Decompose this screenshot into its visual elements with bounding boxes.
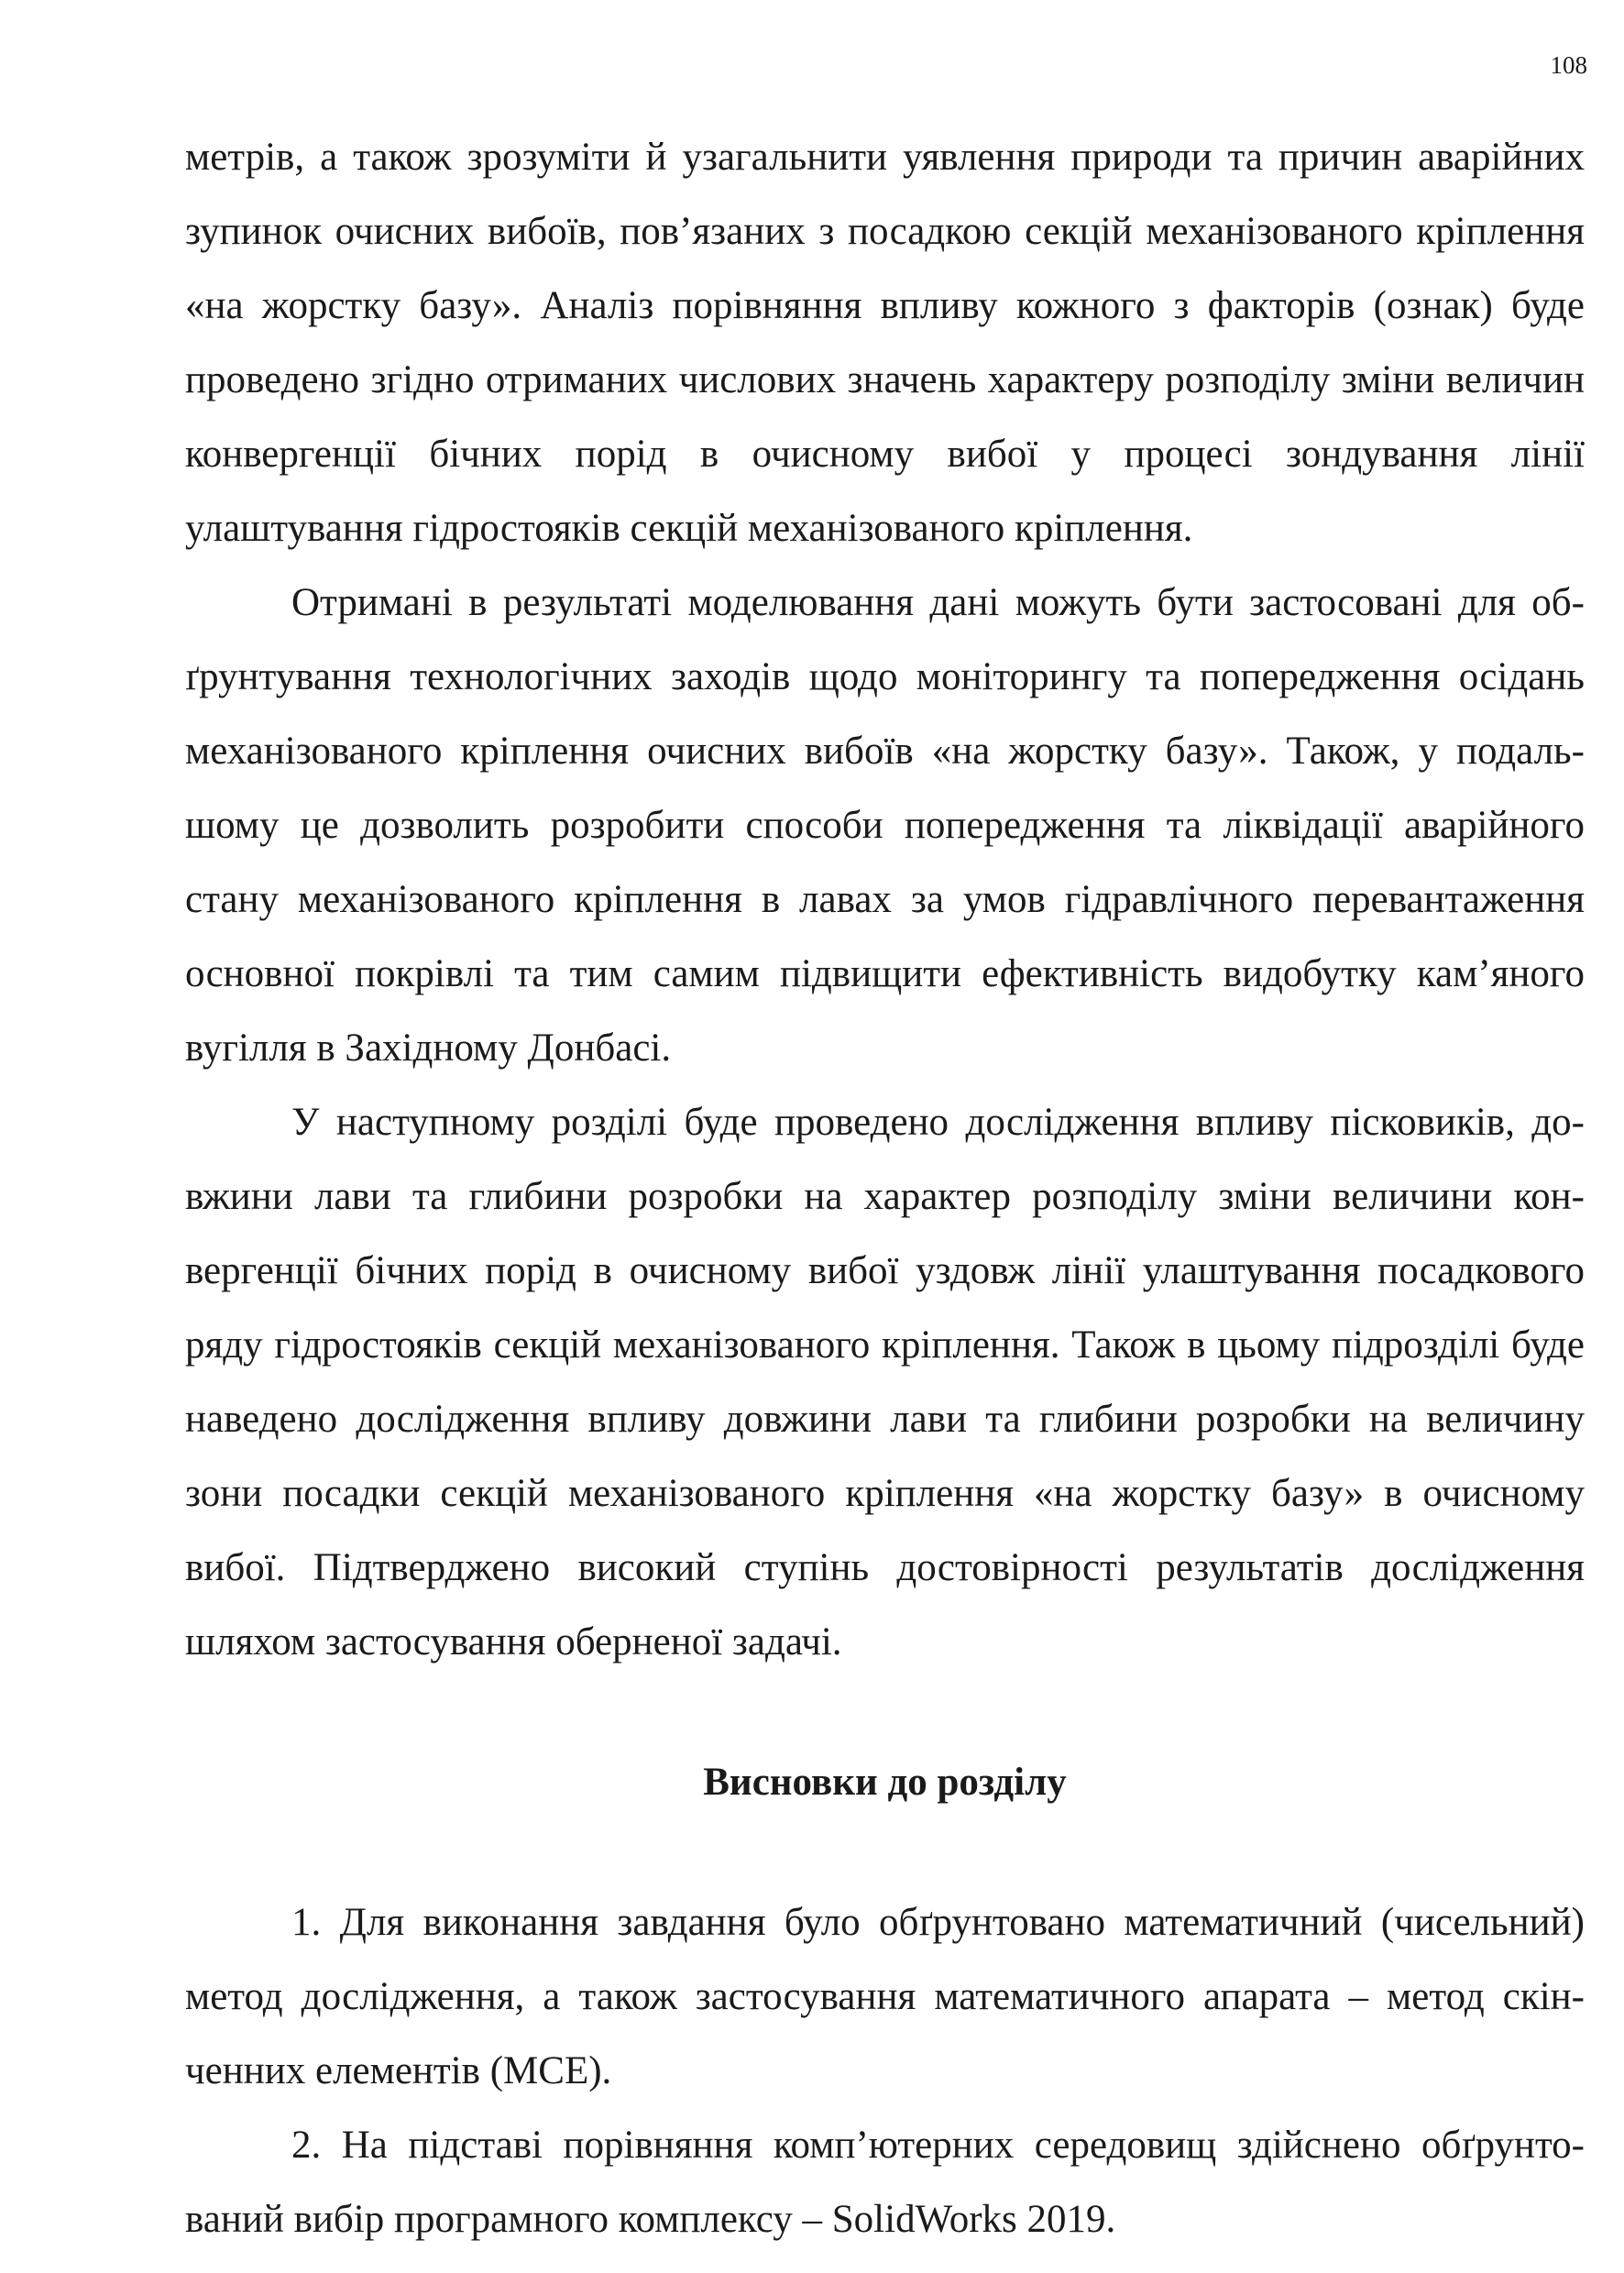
section-heading-wrapper: [185, 1679, 1585, 1885]
body-paragraph: У наступному розділі буде проведено дослідження впливу пісковиків, довжини лави та глибини розробки на характер розподілу зміни величини конвергенції бічних порід в очисному вибої уздовж лінії улаштування посадкового ряду гідростояків секцій механізованого кріплення. Також в цьому підрозділі буде наведено дослідження впливу довжини лави та глибини розробки на величину зони посадки секцій механізованого кріплення «на жорстку базу» в очисному вибої. Підтверджено високий ступінь достовірності результатів дослідження шляхом застосування оберненої задачі.: [185, 1101, 1585, 1664]
conclusion-item: 2. На підставі порівняння комп’ютерних середовищ здійснено обґрунтований вибір програмного комплексу – SolidWorks 2019.: [185, 2124, 1585, 2241]
section-heading: Висновки до розділу: [703, 1761, 1067, 1804]
body-paragraph: метрів, а також зрозуміти й узагальнити уявлення природи та причин аварійних зупинок очисних вибоїв, пов’язаних з посадкою секцій механізованого кріплення «на жорстку базу». Аналіз порівняння впливу кожного з факторів (ознак) буде проведено згідно отриманих числових значень характеру розподілу зміни величин конвергенції бічних порід в очисному вибої у процесі зондування лінії улаштування гідростояків секцій механізованого кріплення.: [185, 136, 1585, 550]
page-number: 108: [1550, 51, 1587, 79]
conclusion-item: 1. Для виконання завдання було обґрунтовано математичний (чисельний) метод дослідження, а також застосування математичного апарата – метод скінченних елементів (МСЕ).: [185, 1901, 1585, 2092]
page-content: [185, 120, 1585, 2257]
body-paragraph: Отримані в результаті моделювання дані можуть бути застосовані для обґрунтування технологічних заходів щодо моніторингу та попередження осідань механізованого кріплення очисних вибоїв «на жорстку базу». Також, у подальшому це дозволить розробити способи попередження та ліквідації аварійного стану механізованого кріплення в лавах за умов гідравлічного перевантаження основної покрівлі та тим самим підвищити ефективність видобутку кам’яного вугілля в Західному Донбасі.: [185, 581, 1585, 1070]
